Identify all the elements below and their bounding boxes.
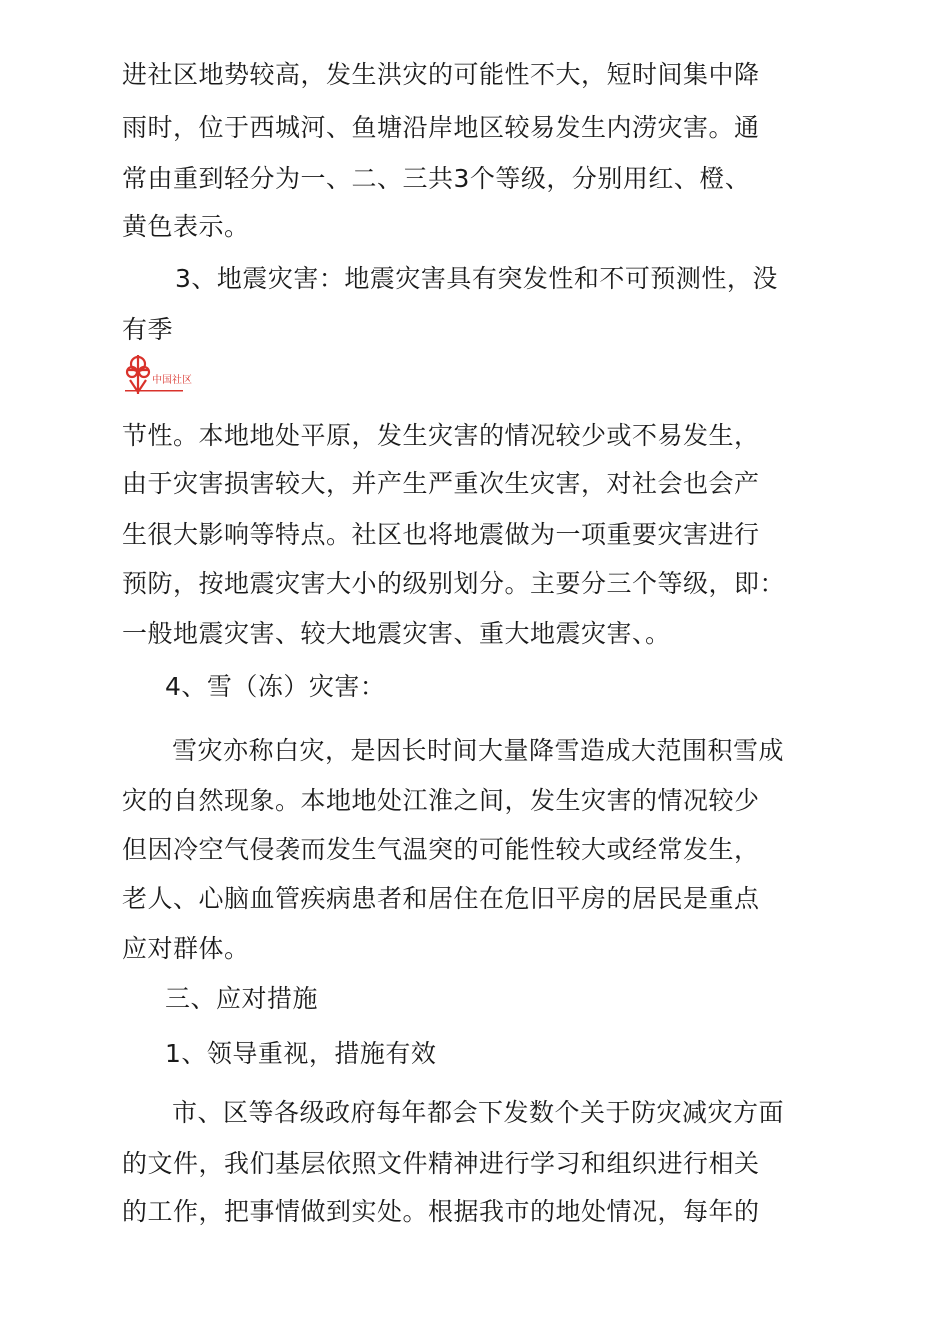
paragraph-line: 常由重到轻分为一、二、三共3个等级，分别用红、橙、 — [122, 164, 751, 193]
paragraph-line: 雨时，位于西城河、鱼塘沿岸地区较易发生内涝灾害。通 — [122, 113, 760, 142]
paragraph-line: 预防，按地震灾害大小的级别划分。主要分三个等级，即： — [122, 569, 786, 598]
paragraph-line: 黄色表示。 — [122, 212, 250, 241]
logo-text: 中国社区 — [152, 375, 192, 386]
paragraph-line: 雪灾亦称白灾，是因长时间大量降雪造成大范围积雪成 — [172, 736, 785, 765]
paragraph-line: 的工作，把事情做到实处。根据我市的地处情况，每年的 — [122, 1197, 760, 1226]
section-heading-snow: 4、雪（冻）灾害： — [165, 672, 386, 701]
paragraph-line: 但因冷空气侵袭而发生气温突的可能性较大或经常发生， — [122, 835, 760, 864]
paragraph-line: 一般地震灾害、较大地震灾害、重大地震灾害、。 — [122, 619, 671, 648]
section-heading-measures: 三、应对措施 — [165, 984, 319, 1013]
china-community-logo-icon — [122, 350, 192, 398]
section-heading-earthquake: 3、地震灾害：地震灾害具有突发性和不可预测性，没 — [175, 264, 778, 293]
paragraph-line: 老人、心脑血管疾病患者和居住在危旧平房的居民是重点 — [122, 884, 760, 913]
subheading-leadership: 1、领导重视，措施有效 — [165, 1039, 437, 1068]
paragraph-line: 的文件，我们基层依照文件精神进行学习和组织进行相关 — [122, 1149, 760, 1178]
paragraph-line: 市、区等各级政府每年都会下发数个关于防灾减灾方面 — [172, 1098, 785, 1127]
paragraph-line: 生很大影响等特点。社区也将地震做为一项重要灾害进行 — [122, 520, 760, 549]
paragraph-line: 应对群体。 — [122, 934, 250, 963]
paragraph-line: 进社区地势较高，发生洪灾的可能性不大，短时间集中降 — [122, 60, 760, 89]
paragraph-line: 灾的自然现象。本地地处江淮之间，发生灾害的情况较少 — [122, 786, 760, 815]
paragraph-line: 节性。本地地处平原，发生灾害的情况较少或不易发生， — [122, 421, 760, 450]
paragraph-line: 由于灾害损害较大，并产生严重次生灾害，对社会也会产 — [122, 469, 760, 498]
paragraph-line: 有季 — [122, 315, 174, 344]
